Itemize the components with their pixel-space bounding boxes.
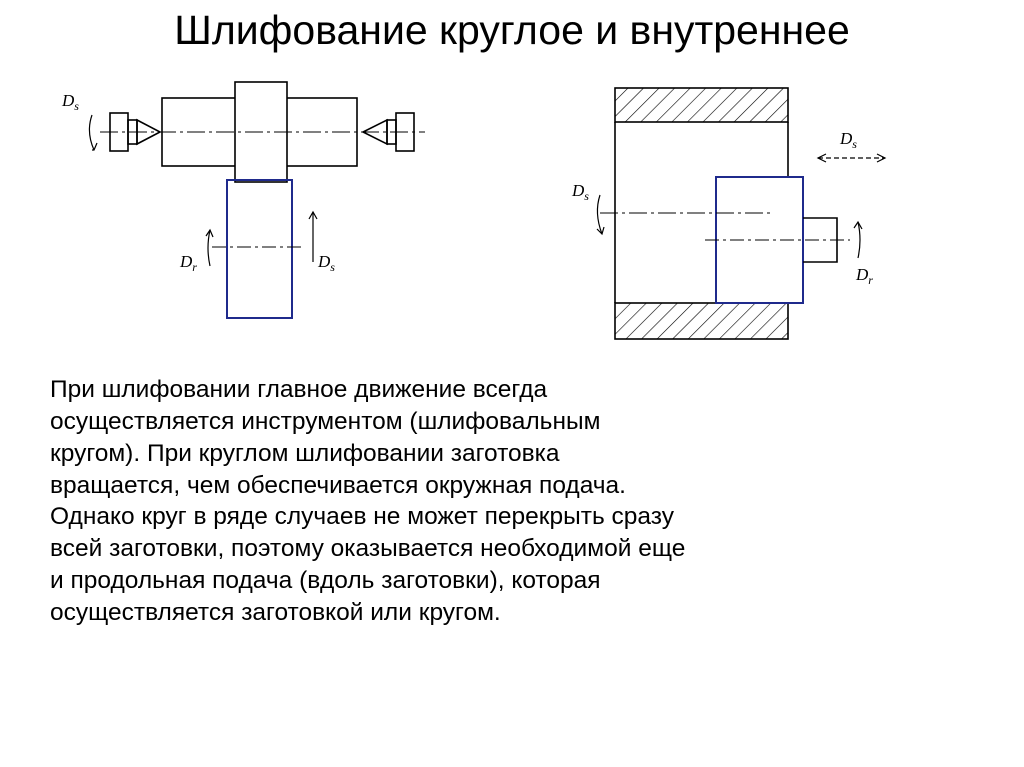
longitudinal-feed-arrow: [818, 154, 885, 162]
body-line: всей заготовки, поэтому оказывается необходимой еще: [50, 535, 686, 563]
body-line: осуществляется инструментом (шлифовальным: [50, 407, 601, 435]
ds-label-left: $D_s$: [572, 181, 589, 203]
body-line: Однако круг в ряде случаев не может перекрыть сразу: [50, 503, 674, 531]
ds-label-right: $D_s$: [318, 252, 335, 274]
dr-label: $D_r$: [180, 252, 197, 274]
body-paragraph: [50, 374, 980, 629]
external-grinding-diagram: [61, 82, 425, 318]
grinding-diagrams: [0, 0, 1024, 370]
ds-feed-label: $D_s$: [840, 129, 857, 151]
body-line: При шлифовании главное движение всегда: [50, 376, 548, 403]
grinding-wheel: [227, 180, 292, 318]
internal-grinding-diagram: [571, 88, 885, 339]
ds-label-top: $D_s$: [62, 91, 79, 113]
dr-label-internal: $D_r$: [856, 265, 873, 287]
body-line: кругом). При круглом шлифовании заготовка: [50, 439, 560, 467]
body-line: вращается, чем обеспечивается окружная подача.: [50, 471, 626, 499]
slide-title: Шлифование круглое и внутреннее: [174, 7, 850, 53]
body-line: осуществляется заготовкой или кругом.: [50, 598, 501, 626]
body-line: и продольная подача (вдоль заготовки), которая: [50, 567, 601, 595]
workpiece-wall-top: [615, 88, 788, 122]
workpiece-wall-bottom: [615, 303, 788, 339]
